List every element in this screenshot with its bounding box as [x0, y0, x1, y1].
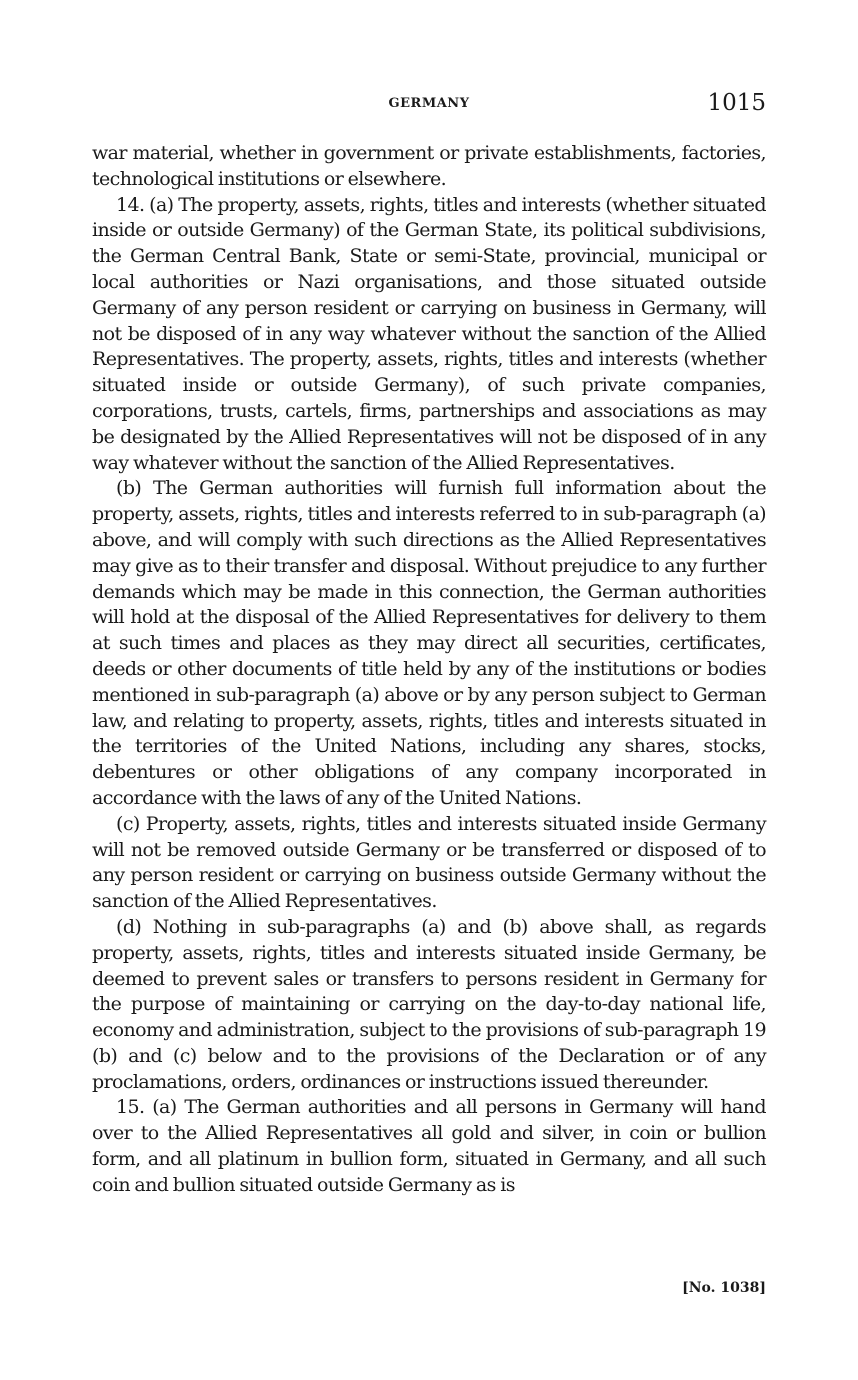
paragraph-15a: [92, 1095, 766, 1198]
page-number: 1015: [707, 90, 766, 116]
paragraph-14d: [92, 915, 766, 1096]
paragraph-text: Property, assets, rights, titles and interests situated inside Germany will not be removed outside Germany or be transferred or disposed of to any person resident or carrying on business outside Germany without the sanction of the Allied Representatives.: [92, 812, 766, 913]
paragraph-text: war material, whether in government or private establishments, factories, technological institutions or elsewhere.: [92, 142, 766, 190]
body-text: [92, 141, 766, 1199]
footer-document-number: [No. 1038]: [682, 1280, 766, 1296]
paragraph-14c: [92, 812, 766, 915]
paragraph-number: (c): [116, 812, 140, 835]
paragraph-text: The property, assets, rights, titles and interests (whether situated inside or outside Germany) of the German State, its political subdivisions, the German Central Bank, State or semi-State, provincial, municipal or local authorities or Nazi organisations, and those situated outside Germany of any person resident or carrying on business in Germany, will not be disposed of in any way whatever without the sanction of the Allied Representatives. The property, assets, rights, titles and interests (whether situated inside or outside Germany), of such private companies, corporations, trusts, cartels, firms, partnerships and associations as may be designated by the Allied Representatives will not be disposed of in any way whatever without the sanction of the Allied Representatives.: [92, 193, 766, 474]
paragraph-text: The German authorities and all persons in Germany will hand over to the Allied Representatives all gold and silver, in coin or bullion form, and all platinum in bullion form, situated in Germany, and all such coin and bullion situated outside Germany as is: [92, 1096, 766, 1196]
paragraph-number: 14. (a): [116, 193, 174, 216]
running-title: GERMANY: [388, 96, 470, 111]
paragraph-14a: [92, 193, 766, 477]
paragraph-number: 15. (a): [116, 1096, 177, 1119]
paragraph-text: The German authorities will furnish full information about the property, assets, rights, titles and interests referred to in sub-paragraph (a) above, and will comply with such directions as the Allied Representatives may give as to their transfer and disposal. Without prejudice to any further demands which may be made in this connection, the German authorities will hold at the disposal of the Allied Representatives for delivery to them at such times and places as they may direct all securities, certificates, deeds or other documents of title held by any of the institutions or bodies mentioned in sub-paragraph (a) above or by any person subject to German law, and relating to property, assets, rights, titles and interests situated in the territories of the United Nations, including any shares, stocks, debentures or other obligations of any company incorporated in accordance with the laws of any of the United Nations.: [92, 477, 766, 809]
paragraph-number: (d): [116, 915, 142, 938]
running-head: [92, 88, 766, 128]
paragraph-text: Nothing in sub-paragraphs (a) and (b) above shall, as regards property, assets, rights, titles and interests situated inside Germany, be deemed to prevent sales or transfers to persons resident in Germany for the purpose of maintaining or carrying on the day-to-day national life, economy and administration, subject to the provisions of sub-paragraph 19 (b) and (c) below and to the provisions of the Declaration or of any proclamations, orders, ordinances or instructions issued thereunder.: [92, 915, 766, 1093]
paragraph-continuation: [92, 141, 766, 193]
paragraph-number: (b): [116, 477, 142, 500]
paragraph-14b: [92, 476, 766, 811]
